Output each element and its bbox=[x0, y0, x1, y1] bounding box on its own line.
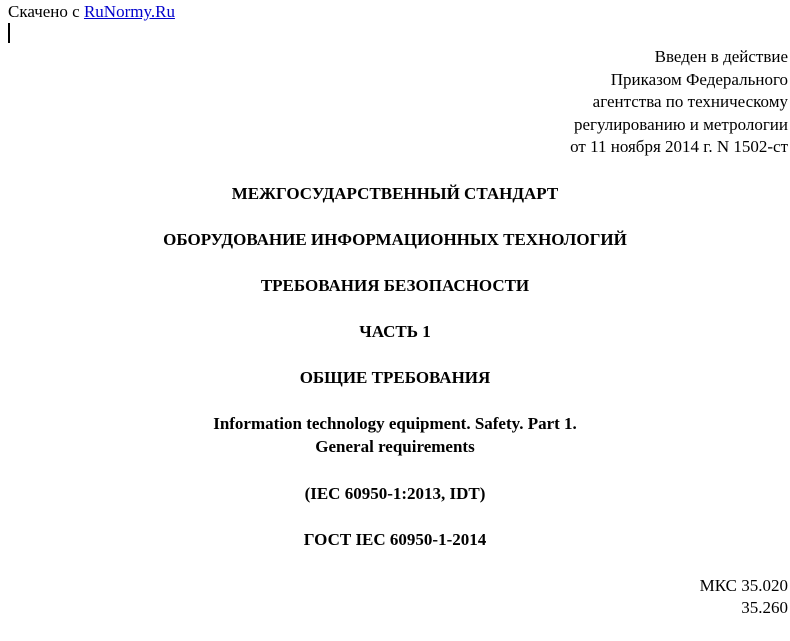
classification-code-block bbox=[700, 575, 788, 619]
english-title-line2: General requirements bbox=[315, 437, 475, 456]
mks-code-line: МКС 35.020 bbox=[699, 576, 788, 595]
enactment-block bbox=[570, 46, 788, 159]
standard-type-heading: МЕЖГОСУДАРСТВЕННЫЙ СТАНДАРТ bbox=[231, 184, 559, 203]
enactment-line: от 11 ноября 2014 г. N 1502-ст bbox=[570, 137, 788, 156]
gost-designation: ГОСТ IEC 60950-1-2014 bbox=[303, 530, 487, 549]
english-title-line1: Information technology equipment. Safety. Part 1. bbox=[213, 414, 577, 433]
download-source-prefix: Скачено с bbox=[8, 2, 84, 21]
enactment-line: агентства по техническому bbox=[592, 92, 788, 111]
requirements-heading: ТРЕБОВАНИЯ БЕЗОПАСНОСТИ bbox=[260, 276, 530, 295]
download-source-line bbox=[8, 2, 175, 22]
part-heading: ЧАСТЬ 1 bbox=[359, 322, 431, 341]
text-cursor bbox=[8, 23, 10, 43]
mks-code-line: 35.260 bbox=[741, 598, 788, 617]
enactment-line: Введен в действие bbox=[654, 47, 788, 66]
download-source-link[interactable]: RuNormy.Ru bbox=[83, 2, 175, 21]
subject-heading: ОБОРУДОВАНИЕ ИНФОРМАЦИОННЫХ ТЕХНОЛОГИЙ bbox=[163, 230, 627, 249]
general-heading: ОБЩИЕ ТРЕБОВАНИЯ bbox=[299, 368, 491, 387]
enactment-line: Приказом Федерального bbox=[610, 69, 788, 89]
enactment-line: регулированию и метрологии bbox=[573, 114, 788, 134]
iec-reference: (IEC 60950-1:2013, IDT) bbox=[304, 484, 486, 503]
